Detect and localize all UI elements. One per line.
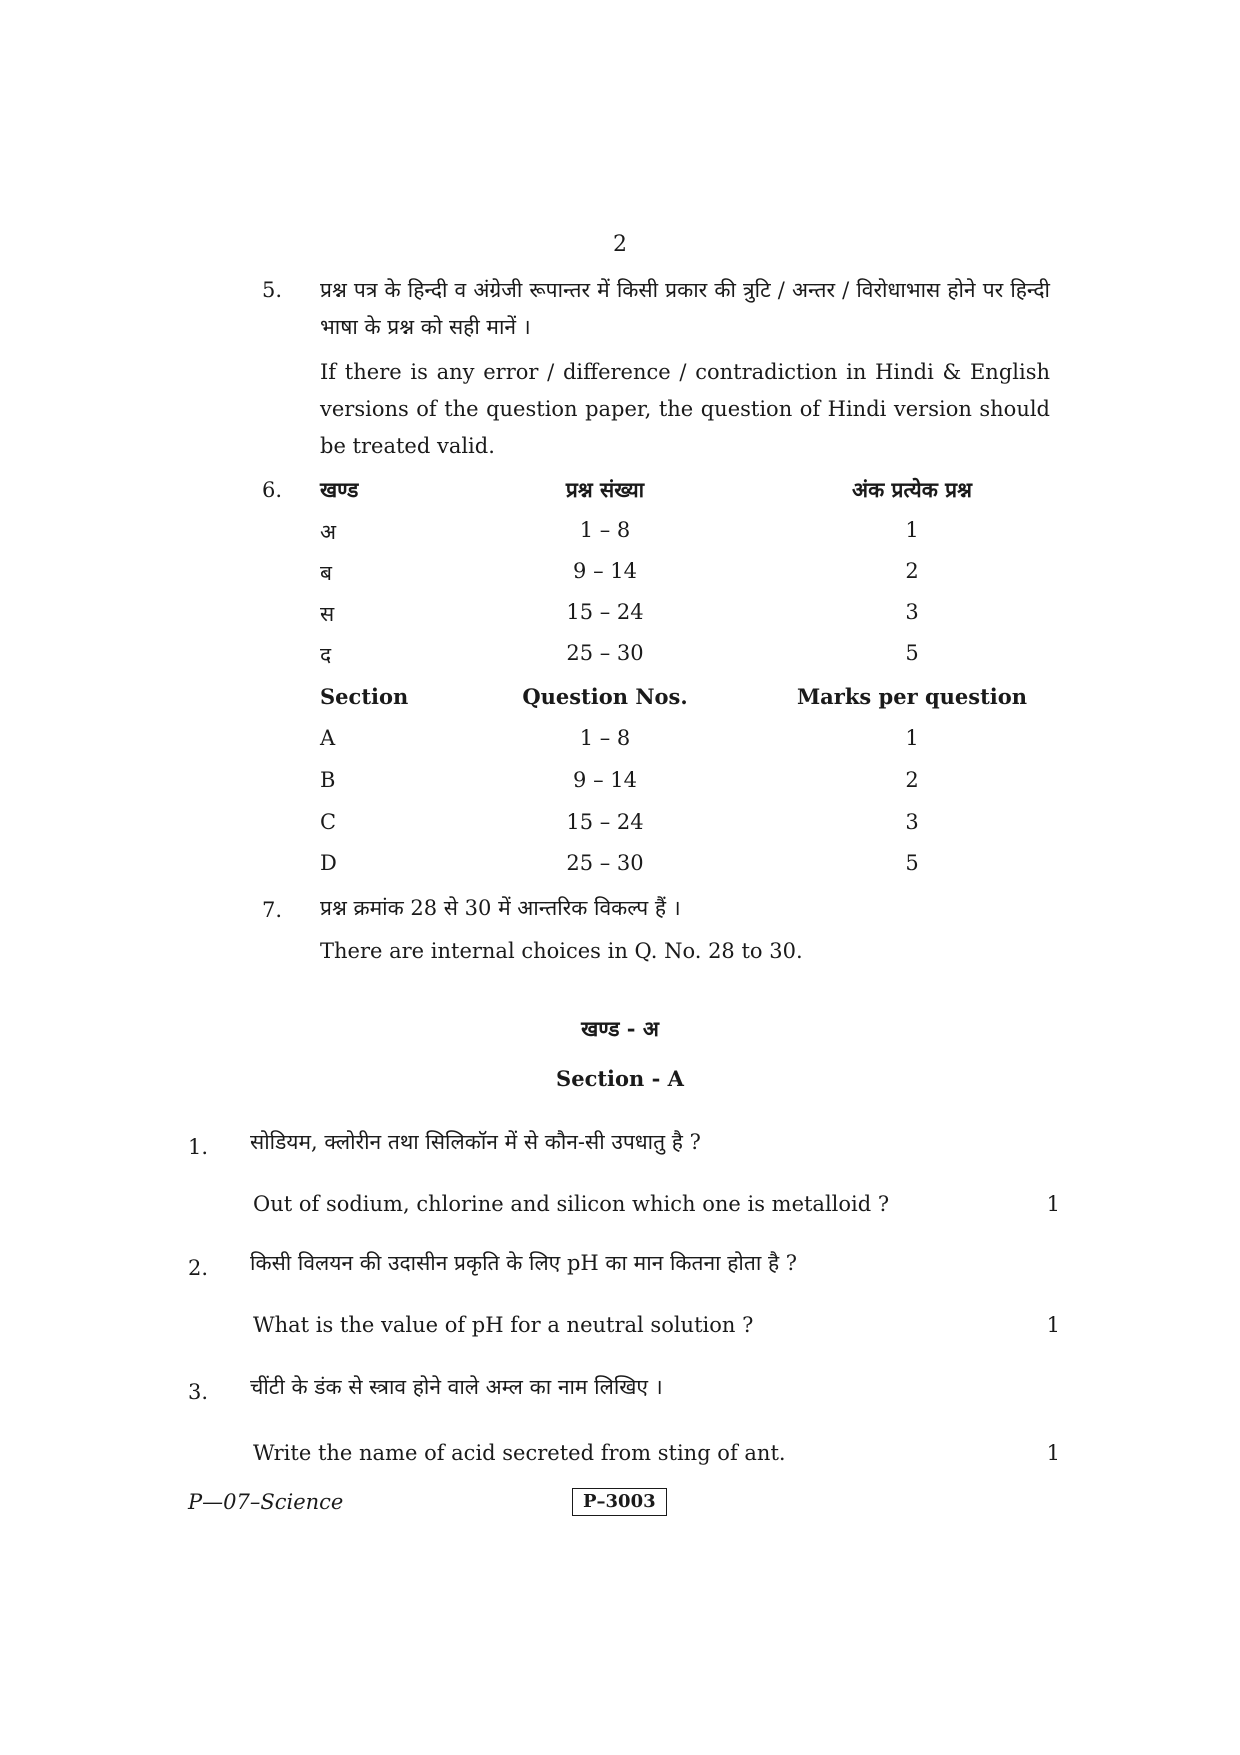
table-header-cell: Marks per question [796,684,1028,709]
question-english: Write the name of acid secreted from sting of ant. [253,1441,786,1465]
table-cell: 25 – 30 [566,641,644,665]
table-header-hindi [320,476,1040,512]
table-cell: D [320,851,337,875]
instruction-7-hindi: प्रश्न क्रमांक 28 से 30 में आन्तरिक विकल्प हैं । [320,896,681,920]
question-marks: 1 [1046,1441,1060,1465]
table-cell: 9 – 14 [573,559,637,583]
table-row [320,810,1040,846]
table-cell: C [320,810,337,834]
question-number: 3. [188,1380,209,1404]
table-cell: 25 – 30 [566,851,644,875]
table-cell: 1 [905,518,919,542]
question-marks: 1 [1046,1192,1060,1216]
instruction-5-number: 5. [262,278,283,302]
table-row [320,518,1040,554]
footer-paper-name: P—07–Science [188,1490,344,1514]
instruction-7-english: There are internal choices in Q. No. 28 to 30. [320,939,803,963]
table-cell: 1 – 8 [579,518,631,542]
table-cell: A [320,726,336,750]
table-cell: 2 [905,768,919,792]
table-cell: 1 – 8 [579,726,631,750]
page-number: 2 [613,232,627,257]
table-row [320,600,1040,636]
table-cell: 5 [905,641,919,665]
table-cell: द [320,643,332,667]
table-cell: 15 – 24 [566,810,644,834]
question-english: Out of sodium, chlorine and silicon which one is metalloid ? [253,1192,890,1216]
table-row [320,768,1040,804]
table-cell: 5 [905,851,919,875]
instruction-5-hindi: प्रश्न पत्र के हिन्दी व अंग्रेजी रूपान्तर में किसी प्रकार की त्रुटि / अन्तर / विरोधाभास होने पर हिन्दी भाषा के प्रश्न को सही मानें । [320,278,1050,339]
table-cell: 3 [905,810,919,834]
table-cell: 1 [905,726,919,750]
table-header-cell: प्रश्न संख्या [565,477,645,502]
table-row [320,641,1040,677]
table-header-cell: अंक प्रत्येक प्रश्न [852,477,972,502]
table-cell: 2 [905,559,919,583]
question-hindi: सोडियम, क्लोरीन तथा सिलिकॉन में से कौन-सी उपधातु है ? [250,1130,701,1154]
instruction-5-english: If there is any error / difference / contradiction in Hindi & English versions of the question paper, the question of Hindi version should be treated valid. [320,360,1050,458]
question-number: 2. [188,1256,209,1280]
question-english: What is the value of pH for a neutral solution ? [253,1313,754,1337]
question-marks: 1 [1046,1313,1060,1337]
table-header-cell: Question Nos. [522,684,688,709]
question-hindi: किसी विलयन की उदासीन प्रकृति के लिए pH का मान कितना होता है ? [250,1251,798,1275]
table-cell: 15 – 24 [566,600,644,624]
table-cell: अ [320,520,337,544]
question-number: 1. [188,1135,209,1159]
table-header-english [320,684,1040,720]
table-header-cell: Section [320,684,409,709]
footer-paper-code: P–3003 [572,1488,667,1516]
section-title-hindi: खण्ड - अ [581,1016,659,1041]
table-cell: 3 [905,600,919,624]
instruction-6-number: 6. [262,478,283,502]
table-cell: ब [320,561,332,585]
table-header-cell: खण्ड [320,477,359,502]
question-hindi: चींटी के डंक से स्त्राव होने वाले अम्ल का नाम लिखिए । [250,1375,663,1399]
table-row [320,559,1040,595]
table-row [320,851,1040,887]
table-row [320,726,1040,762]
table-cell: स [320,602,335,626]
instruction-7-number: 7. [262,898,283,922]
table-cell: B [320,768,336,792]
section-title-english: Section - A [556,1066,684,1091]
table-cell: 9 – 14 [573,768,637,792]
